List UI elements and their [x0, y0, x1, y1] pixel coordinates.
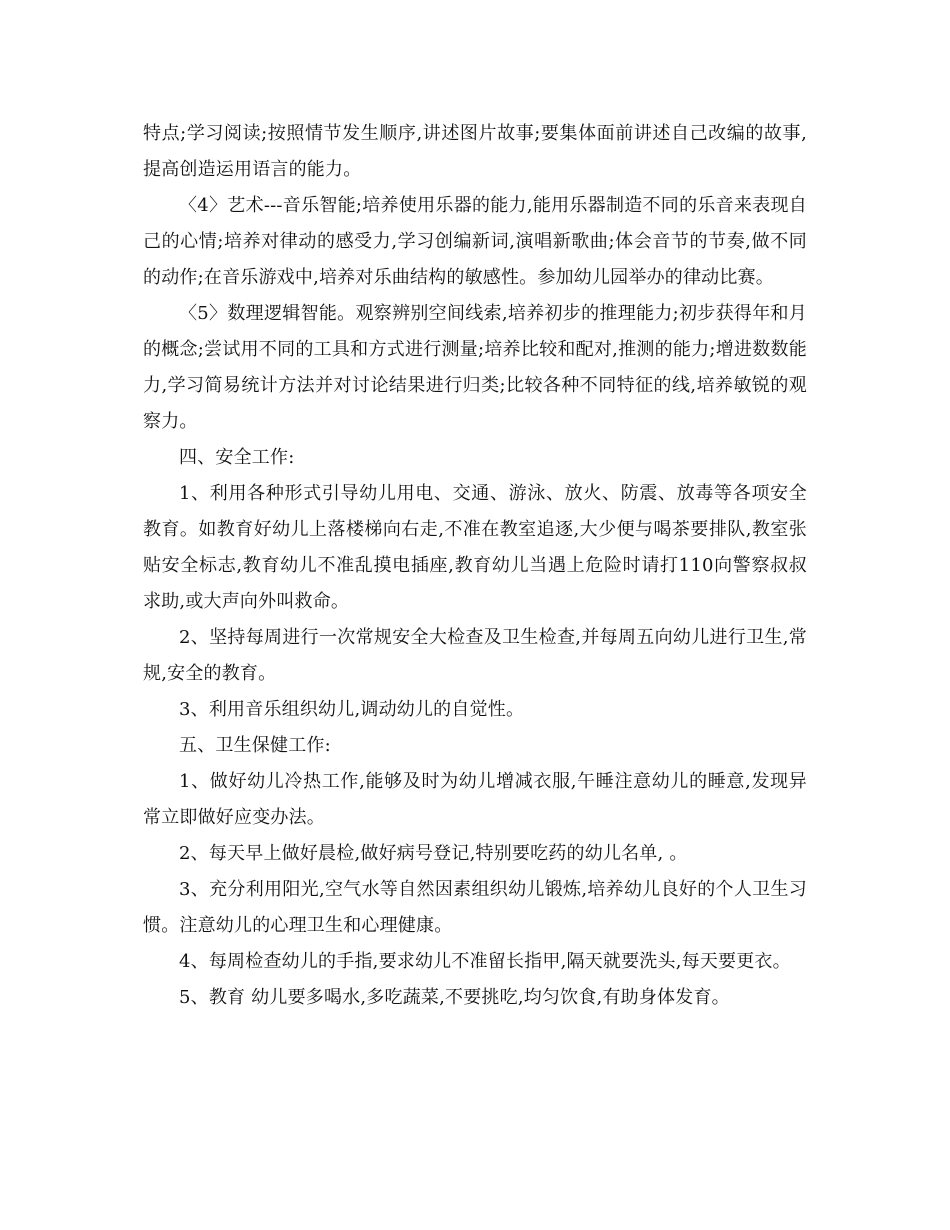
section-heading: 五、卫生保健工作:	[179, 735, 331, 756]
section-heading: 四、安全工作:	[179, 447, 295, 468]
paragraph: 〈5〉数理逻辑智能。观察辨别空间线索,培养初步的推理能力;初步获得年和月的概念;尝试用不同的工具和方式进行测量;培养比较和配对,推测的能力;增进数数能力,学习简易统计方法并对讨论结果进行归类;比较各种不同特征的线,培养敏锐的观察力。	[143, 303, 807, 432]
paragraph: 3、充分利用阳光,空气水等自然因素组织幼儿锻炼,培养幼儿良好的个人卫生习惯。注意幼儿的心理卫生和心理健康。	[143, 879, 807, 936]
paragraph: 5、教育 幼儿要多喝水,多吃蔬菜,不要挑吃,均匀饮食,有助身体发育。	[179, 987, 730, 1008]
paragraph: 2、坚持每周进行一次常规安全大检查及卫生检查,并每周五向幼儿进行卫生,常规,安全的教育。	[143, 627, 807, 684]
paragraph: 特点;学习阅读;按照情节发生顺序,讲述图片故事;要集体面前讲述自己改编的故事,提高创造运用语言的能力。	[143, 123, 807, 180]
paragraph: 1、利用各种形式引导幼儿用电、交通、游泳、放火、防震、放毒等各项安全教育。如教育好幼儿上落楼梯向右走,不准在教室追逐,大少便与喝茶要排队,教室张贴安全标志,教育幼儿不准乱摸电插座,教育幼儿当遇上危险时请打110向警察叔叔求助,或大声向外叫救命。	[143, 483, 807, 612]
paragraph: 3、利用音乐组织幼儿,调动幼儿的自觉性。	[179, 699, 525, 720]
paragraph: 1、做好幼儿冷热工作,能够及时为幼儿增减衣服,午睡注意幼儿的睡意,发现异常立即做好应变办法。	[143, 771, 807, 828]
paragraph: 〈4〉艺术---音乐智能;培养使用乐器的能力,能用乐器制造不同的乐音来表现自己的心情;培养对律动的感受力,学习创编新词,演唱新歌曲;体会音节的节奏,做不同的动作;在音乐游戏中,培养对乐曲结构的敏感性。参加幼儿园举办的律动比赛。	[143, 195, 807, 288]
paragraph: 2、每天早上做好晨检,做好病号登记,特别要吃药的幼儿名单, 。	[179, 843, 688, 864]
paragraph: 4、每周检查幼儿的手指,要求幼儿不准留长指甲,隔天就要洗头,每天要更衣。	[179, 951, 791, 972]
document-body	[143, 116, 807, 1016]
